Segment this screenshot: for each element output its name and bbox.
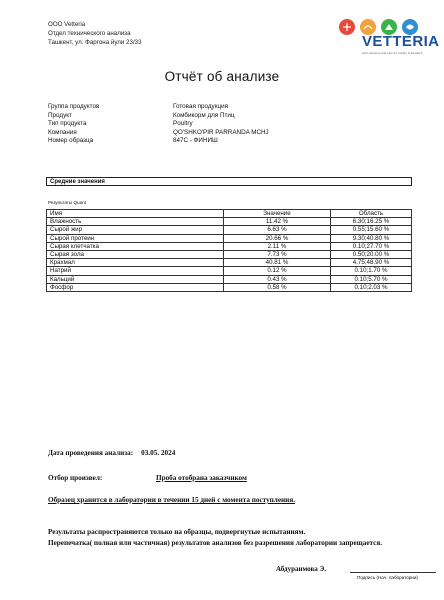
cell-range: 9.30;40.80 % — [331, 234, 412, 242]
signature-caption: Подпись (Нач. лаборатории) — [357, 575, 418, 580]
table-row — [47, 283, 412, 291]
cell-range: 4.75;48.90 % — [331, 259, 412, 267]
cell-name: Сырая зола — [47, 251, 224, 259]
results-table — [46, 209, 412, 292]
cell-name: Влажность — [47, 218, 224, 226]
info-row — [48, 103, 408, 111]
table-row — [47, 234, 412, 242]
logo-tagline: best solutions and care for poultry & livestock — [362, 51, 423, 55]
sampler — [48, 474, 348, 484]
disclaimer — [48, 527, 418, 548]
cell-range: 0.10;1.70 % — [331, 267, 412, 275]
sampler-value: Проба отобрана заказчиком — [156, 474, 247, 482]
signature-line — [350, 572, 436, 573]
analysis-date-value: 03.05. 2024 — [141, 449, 176, 457]
logo-wordmark: VETTERIA — [362, 33, 440, 50]
cell-value: 0.43 % — [224, 275, 331, 283]
table-row — [47, 259, 412, 267]
info-value: Poultry — [173, 120, 193, 127]
info-row — [48, 120, 408, 128]
header-name: Имя — [47, 210, 224, 218]
cell-value: 2.11 % — [224, 242, 331, 250]
disclaimer-line: Результаты распространяются только на образцы, подвергнутые испытаниям. — [48, 528, 306, 536]
cell-range: 0.10;5.70 % — [331, 275, 412, 283]
cell-value: 0.12 % — [224, 267, 331, 275]
info-key: Тип продукта — [48, 120, 87, 127]
cell-range: 0.55;15.60 % — [331, 226, 412, 234]
disclaimer-line: Перепечатка( полная или частичная) результатов анализов без разрешения лаборатории запрещается. — [48, 538, 383, 547]
cell-name: Сырая клетчатка — [47, 242, 224, 250]
cell-range: 0.10;2.03 % — [331, 283, 412, 291]
cell-range: 6.30;16.25 % — [331, 218, 412, 226]
table-row — [47, 251, 412, 259]
averages-section-header: Средние значения — [46, 177, 412, 186]
info-value: QO'SHKO'PIR PARRANDA MCHJ — [173, 128, 269, 136]
cell-value: 40.81 % — [224, 259, 331, 267]
product-info — [48, 103, 408, 153]
info-row — [48, 129, 408, 137]
org-address: Ташкент, ул. Фаргона йули 23/33 — [48, 39, 142, 46]
table-row — [47, 226, 412, 234]
info-value: Готовая продукция — [173, 103, 228, 110]
cell-value: 6.63 % — [224, 226, 331, 234]
cell-name: Сырой протеин — [47, 234, 224, 242]
cell-name: Сырой жир — [47, 226, 224, 234]
info-row — [48, 112, 408, 120]
analysis-date — [48, 449, 175, 457]
table-row — [47, 275, 412, 283]
header-range: Область — [331, 210, 412, 218]
cell-range: 0.10;27.70 % — [331, 242, 412, 250]
signer-name: Абдураимова Э. — [276, 565, 327, 573]
table-row — [47, 267, 412, 275]
cell-name: Крахмал — [47, 259, 224, 267]
cell-name: Натрий — [47, 267, 224, 275]
table-header-row — [47, 210, 412, 218]
info-key: Продукт — [48, 111, 72, 119]
company-logo — [332, 18, 440, 60]
cell-value: 11.42 % — [224, 218, 331, 226]
cell-name: Кальций — [47, 275, 224, 283]
org-department: Отдел технического анализа — [48, 30, 131, 37]
info-key: Компания — [48, 128, 77, 136]
org-name: ООО Vetteria — [48, 21, 86, 28]
cell-value: 20.66 % — [224, 234, 331, 242]
cell-range: 0.50;20.00 % — [331, 251, 412, 259]
info-key: Номер образца — [48, 137, 94, 144]
cell-name: Фосфор — [47, 283, 224, 291]
sampler-label: Отбор произвел: — [48, 474, 103, 482]
report-title: Отчёт об анализе — [164, 69, 280, 84]
info-key: Группа продуктов — [48, 103, 100, 110]
header-value: Значение — [224, 210, 331, 218]
cell-value: 0.58 % — [224, 283, 331, 291]
cell-value: 7.73 % — [224, 251, 331, 259]
analysis-date-label: Дата проведения анализа: — [48, 449, 134, 457]
info-value: 847C - ФИНИШ — [173, 137, 218, 144]
results-quant-label: Результаты Quant — [48, 200, 86, 205]
storage-note: Образец хранится в лаборатории в течении 15 дней с момента поступления. — [48, 496, 296, 504]
table-row — [47, 218, 412, 226]
info-value: Комбикорм для Птиц — [173, 111, 235, 119]
table-row — [47, 242, 412, 250]
info-row — [48, 137, 408, 145]
